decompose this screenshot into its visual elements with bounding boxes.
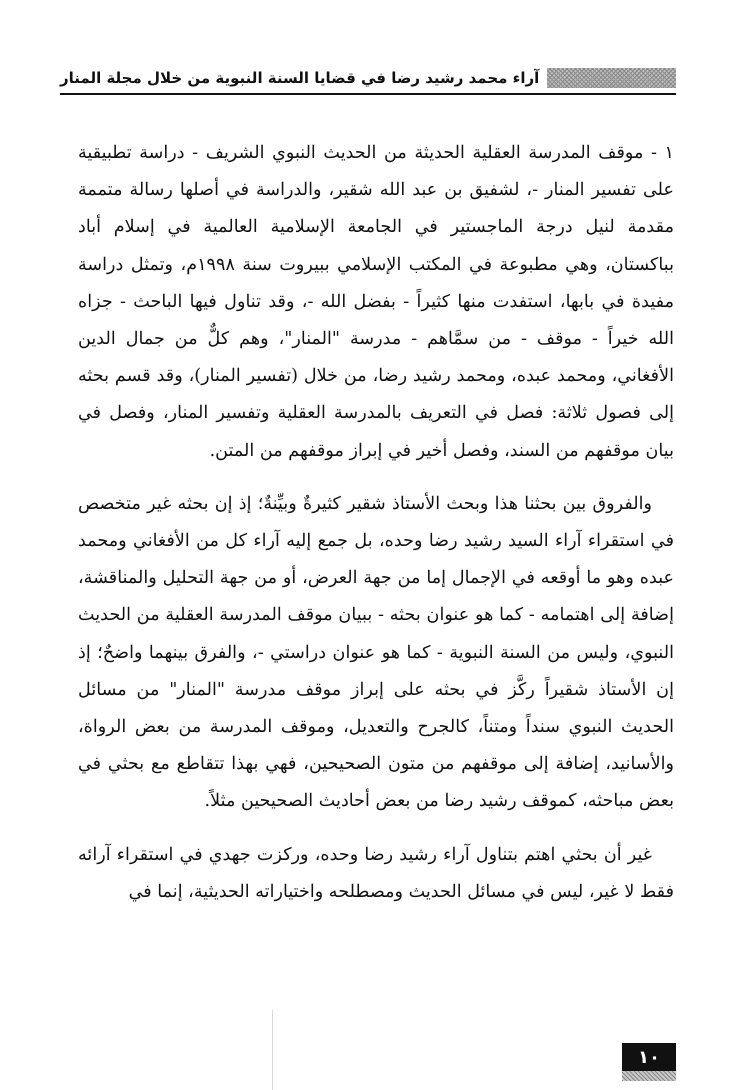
page-number-decoration: [622, 1071, 676, 1081]
scan-artifact-line: [272, 1010, 273, 1090]
page-body: [78, 135, 674, 902]
paragraph-1: ١ - موقف المدرسة العقلية الحديثة من الحديث النبوي الشريف - دراسة تطبيقية على تفسير المنار -، لشفيق بن عبد الله شقير، والدراسة في أصلها رسالة متممة مقدمة لنيل درجة الماجستير في الجامعة الإسلامية العالمية في إسلام أباد بباكستان، وهي مطبوعة في المكتب الإسلامي ببيروت سنة ١٩٩٨م، وتمثل دراسة مفيدة في بابها، استفدت منها كثيراً - بفضل الله -، وقد تناول فيها الباحث - جزاه الله خيراً - موقف - من سمَّاهم - مدرسة "المنار"، وهم كلٌّ من جمال الدين الأفغاني، ومحمد عبده، ومحمد رشيد رضا، من خلال (تفسير المنار)، وقد قسم بحثه إلى فصول ثلاثة: فصل في التعريف بالمدرسة العقلية وتفسير المنار، وفصل في بيان موقفهم من السند، وفصل أخير في إبراز موقفهم من المتن.: [78, 143, 674, 461]
header-rule: [60, 93, 676, 95]
page-number: ١٠: [622, 1043, 676, 1071]
paragraph-3: غير أن بحثي اهتم بتناول آراء رشيد رضا وحده، وركزت جهدي في استقراء آرائه فقط لا غير، ليس في مسائل الحديث ومصطلحه واختياراته الحديثية، إنما في: [78, 844, 674, 902]
running-header: [60, 60, 676, 94]
paragraph-2: والفروق بين بحثنا هذا وبحث الأستاذ شقير كثيرةٌ وبيِّنةٌ؛ إذ إن بحثه غير متخصص في استقراء آراء السيد رشيد رضا وحده، بل جمع إليه آراء كل من الأفغاني ومحمد عبده وهو ما أوقعه في الإجمال إما من جهة العرض، أو من جهة التحليل والمناقشة، إضافة إلى اهتمامه - كما هو عنوان بحثه - ببيان موقف المدرسة العقلية من الحديث النبوي، وليس من السنة النبوية - كما هو عنوان دراستي -، والفرق بينهما واضحٌ؛ إذ إن الأستاذ شقيراً ركَّز في بحثه على إبراز موقف مدرسة "المنار" من مسائل الحديث النبوي سنداً ومتناً، كالجرح والتعديل، وموقف المدرسة من بعض الرواة، والأسانيد، إضافة إلى موقفهم من متون الصحيحين، فهي بهذا تتقاطع مع بحثي في بعض مباحثه، كموقف رشيد رضا من بعض أحاديث الصحيحين مثلاً.: [78, 493, 674, 812]
book-title: آراء محمد رشيد رضا في قضايا السنة النبوية من خلال مجلة المنار: [60, 69, 540, 87]
header-decorative-band: [547, 68, 676, 88]
